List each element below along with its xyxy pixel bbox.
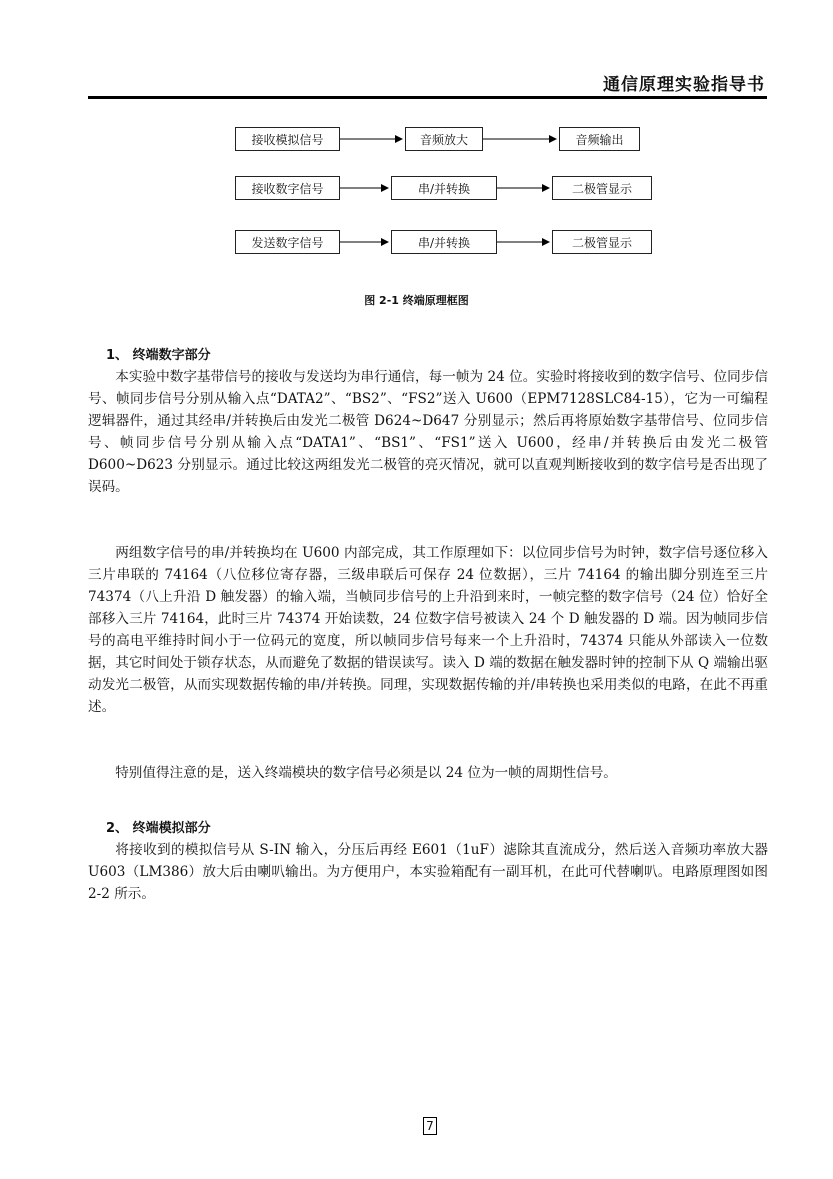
document-header-title: 通信原理实验指导书: [603, 75, 765, 95]
paragraph-digital-1: 本实验中数字基带信号的接收与发送均为串行通信，每一帧为 24 位。实验时将接收到的数字信号、位同步信号、帧同步信号分别从输入点“DATA2”、“BS2”、“FS2”送入 U600（EPM7128SLC84-15），它为一可编程逻辑器件，通过其经串/并转换后由发光二极管 D624~D647 分别显示；然后再将原始数字基带信号、位同步信号、帧同步信号分别从输入点“DATA1”、“BS1”、“FS1”送入 U600，经串/并转换后由发光二极管 D600~D623 分别显示。通过比较这两组发光二极管的亮灭情况，就可以直观判断接收到的数字信号是否出现了误码。: [88, 369, 768, 495]
diagram-box-serial-parallel-2: 串/并转换: [391, 230, 497, 254]
section-heading-digital: 1、 终端数字部分: [106, 348, 211, 363]
diagram-box-send-digital: 发送数字信号: [235, 230, 340, 254]
diagram-box-receive-digital: 接收数字信号: [235, 176, 340, 200]
paragraph-digital-3: 特别值得注意的是，送入终端模块的数字信号必须是以 24 位为一帧的周期性信号。: [115, 765, 617, 781]
page-number: 7: [423, 1117, 437, 1135]
diagram-box-led-display-2: 二极管显示: [552, 230, 652, 254]
section-heading-analog: 2、 终端模拟部分: [106, 821, 211, 836]
figure-caption: 图 2-1 终端原理框图: [364, 294, 469, 307]
diagram-box-receive-analog: 接收模拟信号: [235, 127, 340, 151]
diagram-box-led-display-1: 二极管显示: [552, 176, 652, 200]
paragraph-analog-1: 将接收到的模拟信号从 S-IN 输入，分压后再经 E601（1uF）滤除其直流成分，然后送入音频功率放大器 U603（LM386）放大后由喇叭输出。为方便用户，本实验箱配有一副耳机，在此可代替喇叭。电路原理图如图 2-2 所示。: [88, 842, 768, 902]
diagram-box-audio-output: 音频输出: [559, 127, 640, 151]
diagram-box-audio-amplify: 音频放大: [405, 127, 483, 151]
paragraph-digital-2: 两组数字信号的串/并转换均在 U600 内部完成，其工作原理如下：以位同步信号为时钟，数字信号逐位移入三片串联的 74164（八位移位寄存器，三级串联后可保存 24 位数据），三片 74164 的输出脚分别连至三片 74374（八上升沿 D 触发器）的输入端，当帧同步信号的上升沿到来时，一帧完整的数字信号（24 位）恰好全部移入三片 74164，此时三片 74374 开始读数，24 位数字信号被读入 24 个 D 触发器的 D 端。因为帧同步信号的高电平维持时间小于一位码元的宽度，所以帧同步信号每来一个上升沿时，74374 只能从外部读入一位数据，其它时间处于锁存状态，从而避免了数据的错误读写。读入 D 端的数据在触发器时钟的控制下从 Q 端输出驱动发光二极管，从而实现数据传输的串/并转换。同理，实现数据传输的并/串转换也采用类似的电路，在此不再重述。: [88, 545, 768, 715]
diagram-box-serial-parallel-1: 串/并转换: [391, 176, 497, 200]
